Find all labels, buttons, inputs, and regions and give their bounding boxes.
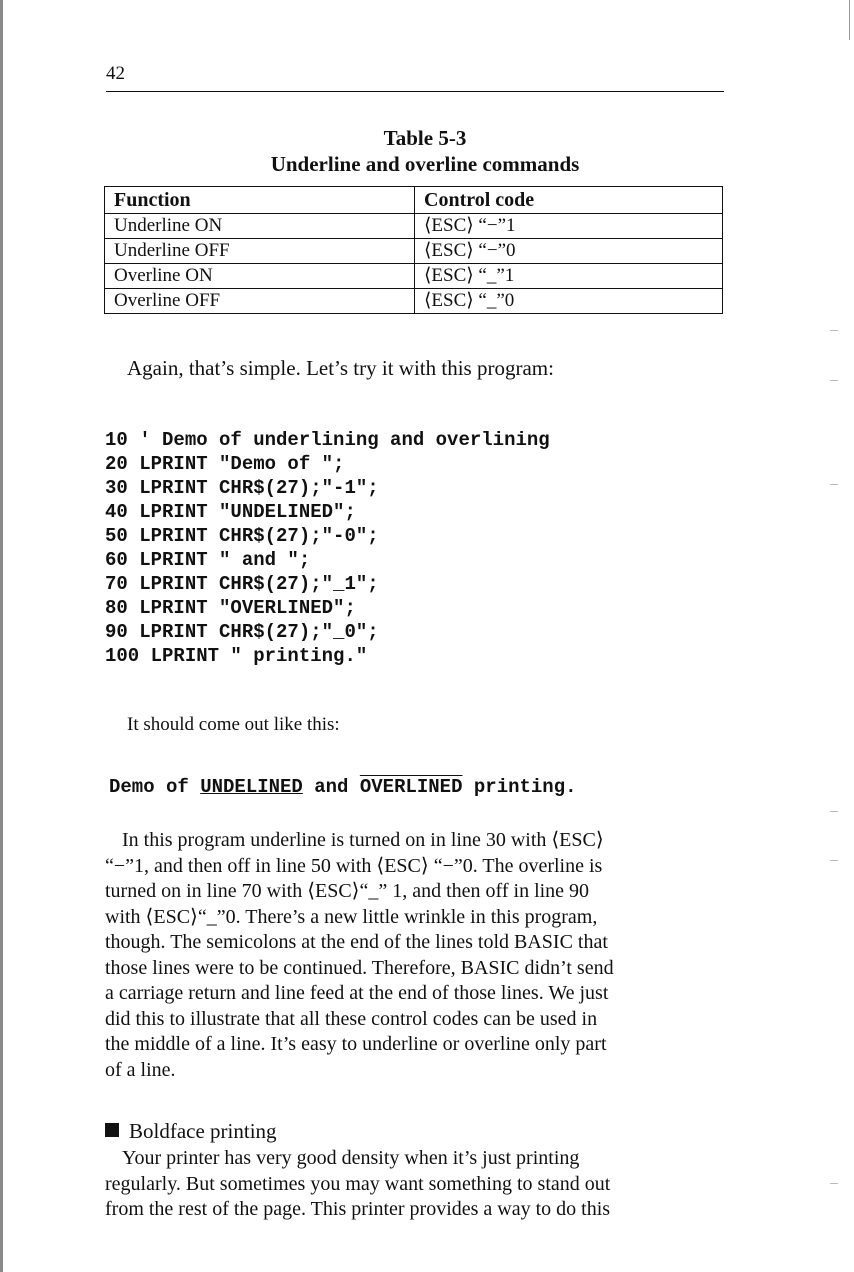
control-code-cell: ⟨ESC⟩ “_”0 [415, 289, 723, 314]
sample-text-plain: and [302, 776, 360, 798]
program-line: 60 LPRINT " and "; [105, 549, 311, 571]
column-header-control-code: Control code [415, 187, 723, 214]
paragraph-line: the middle of a line. It’s easy to underline or overline only part [105, 1033, 607, 1055]
page-number: 42 [106, 63, 125, 84]
margin-speck [830, 330, 838, 331]
table-number: Table 5-3 [383, 126, 467, 150]
program-line: 100 LPRINT " printing." [105, 645, 368, 667]
margin-speck [830, 1183, 838, 1184]
paragraph-line: turned on in line 70 with ⟨ESC⟩“_” 1, and then off in line 90 [105, 880, 590, 902]
sample-text-plain: Demo of [109, 776, 201, 798]
paragraph-line: from the rest of the page. This printer provides a way to do this [105, 1198, 611, 1220]
page-edge-mark [849, 0, 850, 40]
printed-sample-output [109, 776, 577, 798]
control-code-table [104, 186, 723, 314]
table-header-row [105, 187, 723, 214]
table-row [105, 239, 723, 264]
control-code-cell: ⟨ESC⟩ “_”1 [415, 264, 723, 289]
column-header-function: Function [105, 187, 415, 214]
table-title: Underline and overline commands [270, 152, 580, 176]
paragraph-line: though. The semicolons at the end of the lines told BASIC that [105, 931, 608, 953]
paragraph-line: In this program underline is turned on in line 30 with ⟨ESC⟩ [122, 829, 604, 851]
program-line: 10 ' Demo of underlining and overlining [105, 429, 550, 451]
program-line: 80 LPRINT "OVERLINED"; [105, 597, 356, 619]
result-intro-text: It should come out like this: [127, 714, 340, 735]
paragraph-line: regularly. But sometimes you may want something to stand out [105, 1172, 611, 1195]
paragraph-line: with ⟨ESC⟩“_”0. There’s a new little wrinkle in this program, [105, 905, 598, 928]
function-cell: Overline ON [105, 264, 415, 289]
control-code-cell: ⟨ESC⟩ “−”1 [415, 214, 723, 239]
margin-speck [830, 484, 838, 485]
paragraph-line: of a line. [105, 1058, 176, 1081]
program-line: 30 LPRINT CHR$(27);"-1"; [105, 477, 379, 499]
section-heading-text: Boldface printing [129, 1119, 277, 1143]
section-heading [105, 1119, 277, 1144]
paragraph-line: did this to illustrate that all these control codes can be used in [105, 1007, 598, 1030]
margin-speck [830, 860, 838, 861]
square-bullet-icon [105, 1123, 119, 1137]
table-row [105, 214, 723, 239]
basic-program-listing [105, 428, 550, 668]
explanation-paragraph [105, 828, 725, 1083]
program-line: 90 LPRINT CHR$(27);"_0"; [105, 621, 379, 643]
program-line: 20 LPRINT "Demo of "; [105, 453, 345, 475]
paragraph-line: those lines were to be continued. Therefore, BASIC didn’t send [105, 956, 614, 979]
margin-speck [830, 380, 838, 381]
function-cell: Underline ON [105, 214, 415, 239]
program-line: 50 LPRINT CHR$(27);"-0"; [105, 525, 379, 547]
table-row [105, 289, 723, 314]
table-row [105, 264, 723, 289]
paragraph-line: Your printer has very good density when it’s just printing [122, 1147, 580, 1169]
section-paragraph [105, 1146, 725, 1223]
paragraph-line: “−”1, and then off in line 50 with ⟨ESC⟩ “−”0. The overline is [105, 854, 603, 877]
intro-text: Again, that’s simple. Let’s try it with this program: [127, 356, 554, 380]
paragraph-line: a carriage return and line feed at the end of those lines. We just [105, 982, 609, 1004]
header-rule [106, 91, 724, 92]
table-caption [106, 125, 744, 177]
sample-text-plain: printing. [462, 776, 577, 798]
control-code-cell: ⟨ESC⟩ “−”0 [415, 239, 723, 264]
sample-text-underlined: UNDELINED [200, 776, 303, 798]
program-line: 40 LPRINT "UNDELINED"; [105, 501, 356, 523]
margin-speck [830, 811, 838, 812]
program-line: 70 LPRINT CHR$(27);"_1"; [105, 573, 379, 595]
function-cell: Underline OFF [105, 239, 415, 264]
sample-text-overlined: OVERLINED [359, 776, 463, 798]
page-binding-edge [0, 0, 3, 1272]
function-cell: Overline OFF [105, 289, 415, 314]
